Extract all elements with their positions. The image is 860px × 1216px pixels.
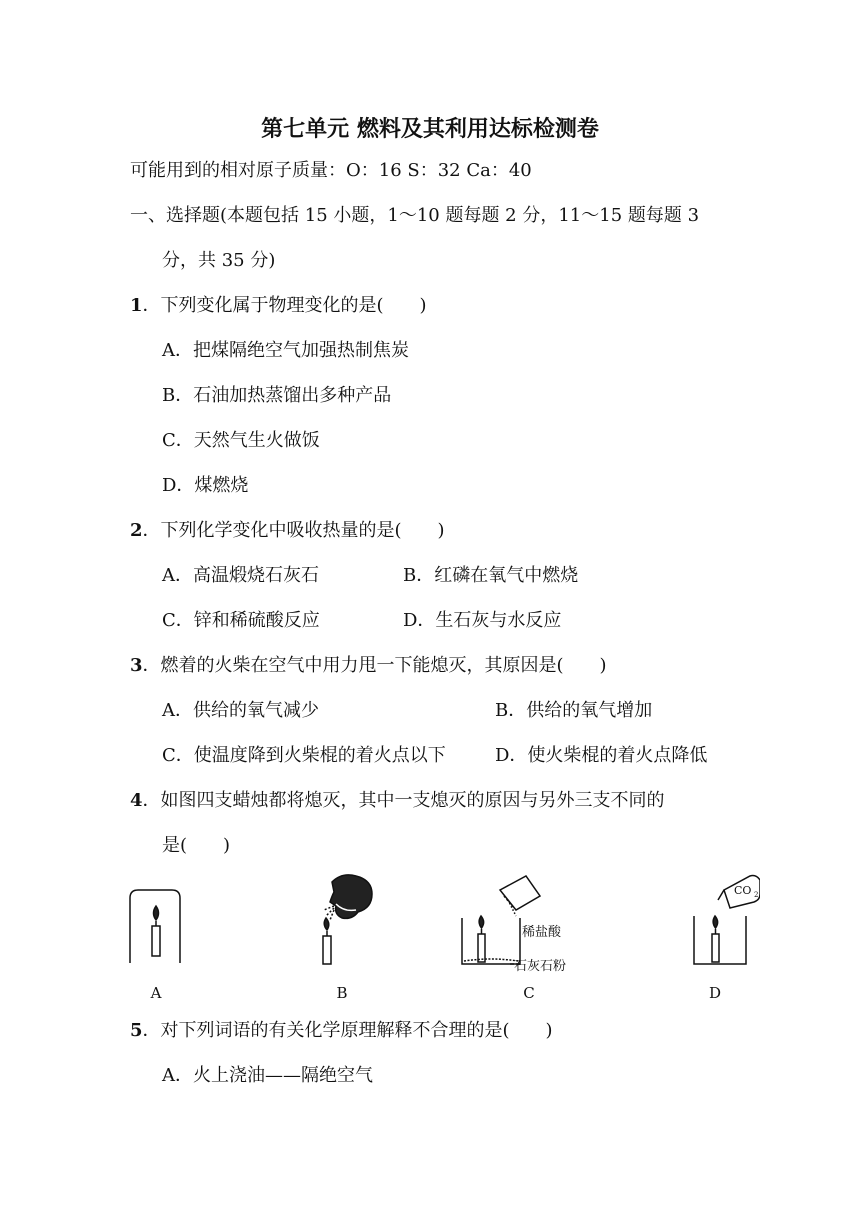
page-title: 第七单元 燃料及其利用达标检测卷: [261, 117, 599, 142]
question-stem: ．下列变化属于物理变化的是( ): [142, 295, 427, 316]
option: A．供给的氧气减少: [162, 700, 319, 721]
option: B．供给的氧气增加: [495, 700, 653, 721]
question-stem-cont: 是( ): [162, 835, 231, 856]
option: C．使温度降到火柴棍的着火点以下: [162, 745, 446, 766]
option: A．火上浇油——隔绝空气: [162, 1065, 373, 1086]
question-number: 1: [130, 295, 143, 316]
question-number: 3: [130, 655, 143, 676]
bottle-subscript: 2: [754, 891, 759, 899]
section-heading-cont: 分，共 35 分): [162, 250, 276, 271]
option: A．把煤隔绝空气加强热制焦炭: [162, 340, 409, 361]
acid-label: 稀盐酸: [522, 925, 562, 940]
option: B．红磷在氧气中燃烧: [403, 565, 579, 586]
question-number: 5: [130, 1020, 143, 1041]
section-heading: 一、选择题(本题包括 15 小题，1～10 题每题 2 分，11～15 题每题 3: [130, 205, 700, 226]
question-4: [130, 788, 665, 814]
option: C．天然气生火做饭: [162, 430, 320, 451]
question-stem: ．下列化学变化中吸收热量的是( ): [142, 520, 445, 541]
candle-figure: [120, 868, 760, 1006]
option: D．生石灰与水反应: [403, 610, 562, 631]
blowing-person-illustration: [323, 875, 372, 964]
candle-jar-illustration: [130, 890, 180, 963]
question-stem: ．如图四支蜡烛都将熄灭，其中一支熄灭的原因与另外三支不同的: [142, 790, 665, 811]
option: D．煤燃烧: [162, 475, 249, 496]
atomic-masses: 可能用到的相对原子质量：O：16 S：32 Ca：40: [130, 160, 532, 181]
option: A．高温煅烧石灰石: [162, 565, 319, 586]
question-stem: ．燃着的火柴在空气中用力甩一下能熄灭，其原因是( ): [142, 655, 607, 676]
question-number: 2: [130, 520, 143, 541]
question-1: [130, 293, 427, 319]
question-2: [130, 518, 445, 544]
question-number: 4: [130, 790, 143, 811]
figure-label-a: A: [150, 984, 162, 1002]
option: C．锌和稀硫酸反应: [162, 610, 320, 631]
powder-label: 石灰石粉: [514, 959, 567, 974]
acid-beaker-illustration: [462, 876, 540, 964]
option: B．石油加热蒸馏出多种产品: [162, 385, 392, 406]
figure-label-d: D: [708, 984, 722, 1002]
bottle-label: CO: [734, 884, 752, 897]
question-3: [130, 653, 607, 679]
question-5: [130, 1018, 553, 1044]
figure-label-b: B: [336, 984, 348, 1002]
option: D．使火柴棍的着火点降低: [495, 745, 708, 766]
question-stem: ．对下列词语的有关化学原理解释不合理的是( ): [142, 1020, 553, 1041]
figure-label-c: C: [523, 984, 535, 1002]
